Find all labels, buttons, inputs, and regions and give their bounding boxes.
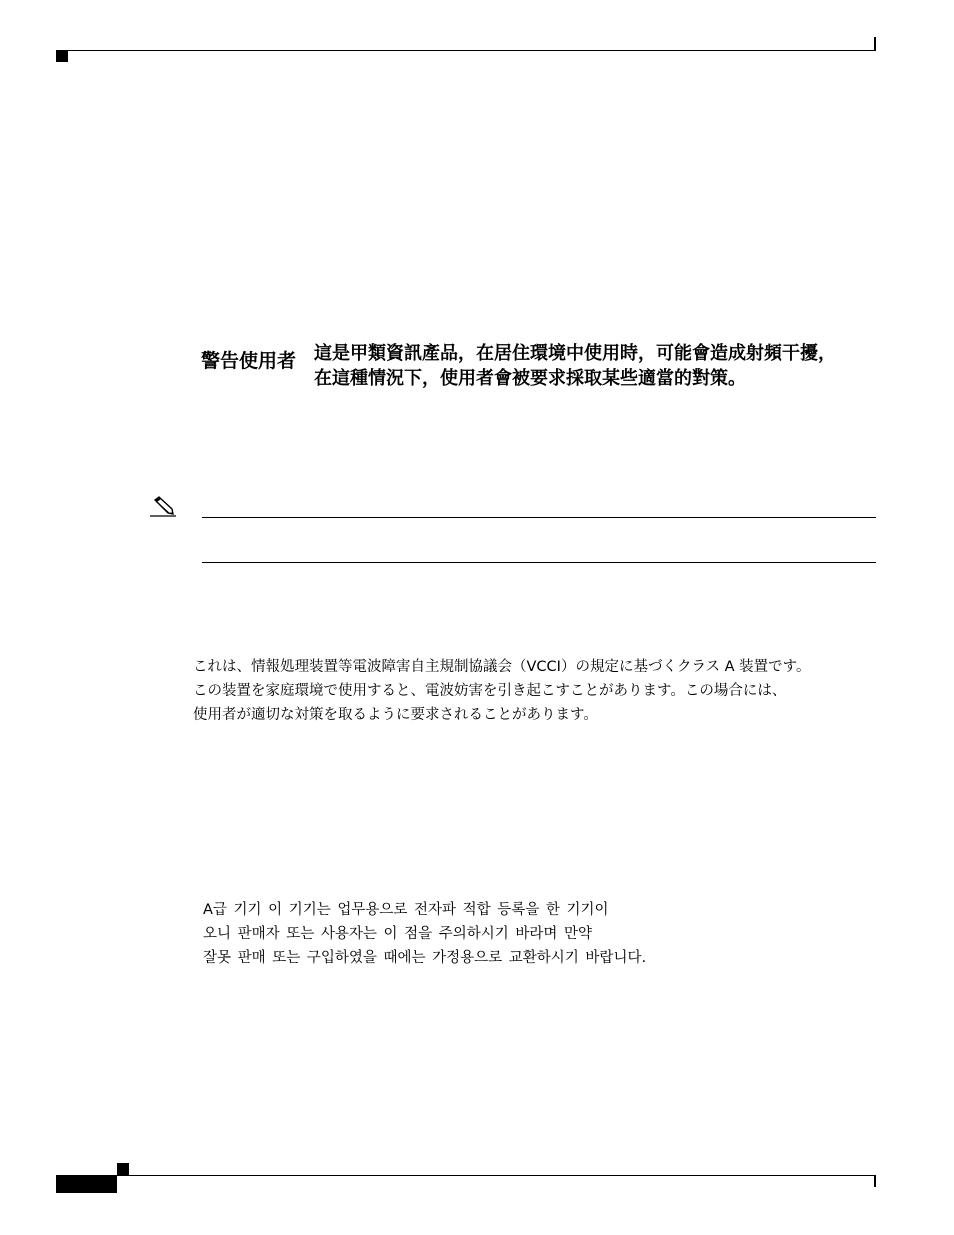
footer-rule (56, 1175, 876, 1176)
taiwan-warning-line: 這是甲類資訊產品，在居住環境中使用時，可能會造成射頻干擾， (314, 343, 836, 364)
footer-page-block (56, 1175, 117, 1193)
korea-notice-line: A급 기기 이 기기는 업무용으로 전자파 적합 등록을 한 기기이 (203, 902, 609, 918)
note-top-rule (202, 517, 876, 518)
japan-vcci-line: これは、情報処理装置等電波障害自主規制協議会（VCCI）の規定に基づくクラス A 装置です。 (193, 659, 811, 675)
korea-notice-line: 잘못 판매 또는 구입하였을 때에는 가정용으로 교환하시기 바랍니다. (203, 950, 647, 966)
header-rule (56, 50, 876, 51)
japan-vcci-statement (193, 655, 810, 727)
taiwan-warning-label: 警告使用者 (201, 350, 297, 372)
footer-tick (874, 1175, 876, 1187)
taiwan-warning-line: 在這種情況下，使用者會被要求採取某些適當的對策。 (314, 368, 746, 389)
pencil-icon (148, 494, 178, 518)
korea-class-a-notice (203, 898, 646, 970)
header-tick (874, 37, 876, 51)
note-bottom-rule (202, 562, 876, 563)
taiwan-warning-text (314, 341, 836, 391)
header-corner-mark (56, 50, 68, 62)
korea-notice-line: 오니 판매자 또는 사용자는 이 점을 주의하시기 바라며 만약 (203, 926, 593, 942)
japan-vcci-line: 使用者が適切な対策を取るように要求されることがあります。 (193, 707, 598, 723)
japan-vcci-line: この装置を家庭環境で使用すると、電波妨害を引き起こすことがあります。この場合には、 (193, 683, 787, 699)
footer-small-mark (117, 1163, 129, 1175)
